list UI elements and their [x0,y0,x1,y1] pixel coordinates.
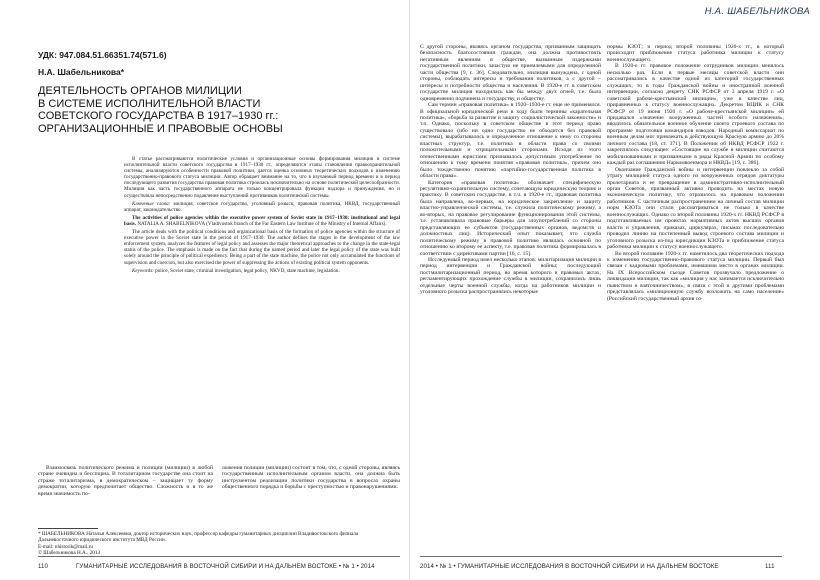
paragraph: Категория «правовая политика» обозначает специфическую регулятивно-охранительную систему, сочетающую юридическую теорию и практику. В советском государстве, в т.ч. в 1920-е гг., правовая политика была направлена, во-первых, на юридическое закрепление и защиту властно-управленческой системы, т.е. служила политическому режиму, а во-вторых, на правовое регулирование функционирования этой системы, т.е. устанавливала правовые барьеры для злоупотреблений со стороны представляющих ее субъектов (государственных органов, ведомств и должностных лиц). Исторический опыт показывает, что служба политическому режиму в правовой политике являлась основной по отношению ко второму ее аспекту, т.е. правовая политика формировалась в соответствии с директивами партии [16, с. 15]. [420,179,601,257]
body-column-right-2 [607,44,784,302]
title-line: СОВЕТСКОГО ГОСУДАРСТВА В 1917–1930 гг.: [38,110,279,122]
journal-footer-right: 2014 • № 1 • ГУМАНИТАРНЫЕ ИССЛЕДОВАНИЯ В ВОСТОЧНОЙ СИБИРИ И НА ДАЛЬНЕМ ВОСТОКЕ [420,563,719,570]
paragraph: ложения полиции (милиции) состоит в том, что, с одной стороны, являясь государственным исполнительным органом власти, она должна быть инструментом реализации политики государства в вопросах охраны общественного порядка и борьбы с преступностью и правонарушениями. [222,465,400,491]
paragraph: В 1920-е гг. правовое положение сотрудников милиции менялось несколько раз. Если в первые месяцы советской власти они рассматривались в качестве одной из категорий государственных служащих, то в годы Гражданской войны и иностранной военной интервенции, согласно декрету СНК РСФСР от 3 апреля 1919 г. «О советской рабоче-крестьянской милиции», уже в качестве лиц, приравненных к статусу военнослужащих. Декретом ВЦИК и СНК РСФСР от 19 июня 1920 г. «О рабоче-крестьянской милиции» ей придавался «значение вооруженных частей особого назначения», вводилось обязательное военное обучение своего строевого состава по программе подготовки командиров взводов. Народный комиссариат по военным делам мог привлекать в действующую Красную армию до 20% личного состава [18, ст. 371]. В Положении об НКВД РСФСР 1922 г. закреплялось следующее: «Состоящие на службе в милиции считаются мобилизованными и призванными в ряды Красной Армии по особому каждый раз соглашению Наркомвоенмора и НКВД» [19, с. 386]. [607,63,784,167]
paragraph: Исследуемый период имел несколько этапов: милитаризация милиции в период интервенции и Гражданской войны; последующий постмилитаризационный период, во время которого в правовых актах, регламентирующих прохождение службы в милиции, сохранились лишь отдельные черты военной службы, когда на работников милиции и уголовного розыска распространялись некоторые [420,256,601,296]
udk-code: УДК: 947.084.51.66351.74(571.6) [38,50,167,60]
title-line: ОРГАНИЗАЦИОННЫЕ И ПРАВОВЫЕ ОСНОВЫ [38,122,283,135]
title-line: ДЕЯТЕЛЬНОСТЬ ОРГАНОВ МИЛИЦИИ [38,85,242,97]
abstract-en: The article deals with the political conditions and organizational basis of the formation of police agencies within the structure of executive power in the Soviet state in the period of 1917–1930. The author defines the stages in the development of the law enforcement system, analyzes the features of legal policy and assesses the major theoretical approaches to the change in the state-legal status of the police. The emphasis is made on the fact that during the named period and later the legal policy of the state was built solely around the principle of political expediency. Being a part of the state machine, the police not only accumulated the functions of supervision and coercion, but also exercised the power of suppressing the actions of existing political system opponents. [124,229,400,266]
keywords-ru-text: милиция, советское государство, уголовный розыск, правовая политика, НКВД, государственный аппарат, законодательство. [124,200,400,213]
article-title [38,85,398,135]
footer-divider [420,556,782,557]
paragraph: Взаимосвязь политического режима и полиции (милиции) в любой стране очевидна и бесспорна. В тоталитарном государстве она стоит на страже тоталитаризма, в демократическом – защищает ту форму демократии, которую предпочитает общество. Сложность и в то же время значимость по- [38,465,213,497]
abstract-ru: В статье рассматриваются политические условия и организационные основы формирования милиции в системе исполнительной власти советского государства в 1917–1930 гг., определяются этапы становления правоохранительной системы, анализируются особенности правовой политики, дается оценка основных теоретических подходов к изменению государственно-правового статуса милиции. Автор обращает внимание на то, что в изучаемый период времени и в период последующего развития государства правовая политика строилась исключительно на основе политической целесообразности. Милиция как часть государственного аппарата не только концентрировала функции надзора и принуждения, но и осуществляла непосредственно подавление выступлений противников политической системы. [124,156,400,199]
footer-divider [38,556,400,557]
keywords-en [124,268,400,274]
keywords-en-text: police, Soviet state, criminal investigation, legal policy, NKVD, state machine, legislation. [155,267,340,274]
paragraph: С другой стороны, являясь органом государства, призванным защищать безопасность благосостояния граждан, она должна противостоять негативным явлениям в обществе, вызванным издержками государственной политики, зачастую не приемлемыми для определенной части общества [9, с. 36]. Следовательно, милиция вынуждена, с одной стороны, соблюдать интересы и требования политиков, а с другой – интересы и потребности общества и населения. В 1920-е гг. в советском государстве милиция находилась как бы между двух огней, т.е. была одновременно подчинена и государству, и обществу. [420,44,601,102]
abstract-en-author: NATALIA A. SHABELNIKOVA (Vladivostok branch of the Far Eastern Law Institute of the Ministry of Internal Affairs). [137,220,387,227]
author-name: Н.А. Шабельникова* [38,67,125,77]
footnote-email: E-mail: nhistorik@mail.ru [38,543,93,550]
keywords-ru [124,201,400,213]
abstract-en-heading [124,215,400,227]
running-head: Н.А. ШАБЕЛЬНИКОВА [704,6,810,17]
paragraph: нормы КЗОТ; и период второй половины 1920-х гг., в который происходит приближение статуса работника милиции к статусу военнослужащего. [607,44,784,63]
right-page [410,0,820,580]
paragraph: Во второй половине 1920-х гг. наметилось два теоретических подхода к изменению государственно-правового статуса милиции. Первый был связан с кадровыми проблемами, имевшими место в органах милиции. На IX Всероссийском съезде Советов прозвучало предложение о ликвидации милиции, так как «милиция у нас занимается исключительно пьянством и взяточничеством», в связи с этой и другими проблемами представлялась «милиционную службу возложить на само население» (Российский государственный архив со- [607,250,784,302]
keywords-en-label: Keywords: [132,267,154,274]
title-line: В СИСТЕМЕ ИСПОЛНИТЕЛЬНОЙ ВЛАСТИ [38,97,261,110]
paragraph: Сам термин «правовая политика» в 1920–1930-е гг. еще не применялся. В официальной юридической речи в ходу были термины «карательная политика», «борьба за развитие и защиту социалистической законности» и т.п. Однако, поскольку в советском обществе в этот период право существовало (ибо ни одно государство не обходится без правовой системы), вырабатывалось и определенное отношение к нему со стороны властных структур, т.е. политика в области права со своими положительными и отрицательными сторонами. Исходя из этого отечественными юристами признавалось допустимым употребление по отношению к тому времени понятия «правовая политика», причем оно было тождественно понятию «партийно-государственная политика в области права». [420,102,601,180]
footnote-divider [38,528,98,529]
body-column-left-2 [222,465,400,491]
journal-footer-left: ГУМАНИТАРНЫЕ ИССЛЕДОВАНИЯ В ВОСТОЧНОЙ СИБИРИ И НА ДАЛЬНЕМ ВОСТОКЕ • № 1 • 2014 [76,563,375,570]
paragraph: Окончание Гражданской войны и интервенции повлекло за собой утрату милицией статуса одного из вооруженных отрядов диктатуры пролетариата и ее превращение в административно-исполнительный орган Советов, призванный активно проводить на местах новую экономическую политику, что отразилось на правовом положении работников. С частичным распространением на личный состав милиции норм КЗОТа они стали рассматриваться не только в качестве военнослужащих. Однако со второй половины 1920-х гг. НКВД РСФСР в подготавливаемых им проектах нормативных актов высших органов власти и управления, приказах, циркулярах, письмах последовательно проводил линию на постепенный вывод строевого состава милиции и уголовного розыска из-под юрисдикции КЗОТа и приближение статуса работника милиции к статусу военнослужащего. [607,166,784,251]
abstract-en-title: The activities of police agencies within the executive power system of Soviet state in 1917–1930: institutional and legal basis. [124,214,400,227]
body-column-right-1 [420,44,601,296]
page-number-left: 110 [38,563,49,570]
abstract-block [124,156,400,276]
keywords-ru-label: Ключевые слова: [132,200,171,207]
author-footnote [38,531,398,556]
page-number-right: 111 [765,563,775,570]
footnote-copyright: © Шабельникова Н.А., 2013 [38,549,101,556]
body-column-left-1 [38,465,213,497]
footnote-author-info: * ШАБЕЛЬНИКОВА Наталья Алексеевна, доктор исторических наук, профессор кафедры гуманитарных дисциплин Владивостокского филиала Дальневосточного юридического института МВД России. [38,531,359,544]
